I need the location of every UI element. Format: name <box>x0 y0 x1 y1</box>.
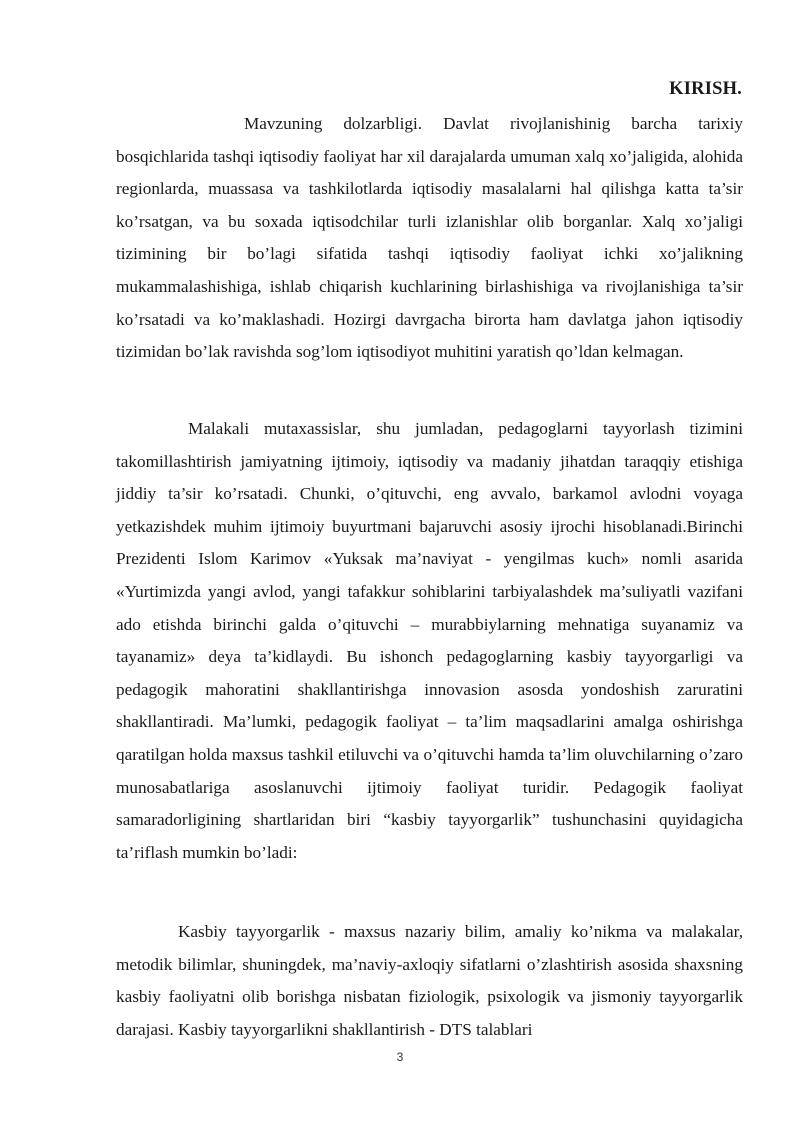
paragraph-pedagogy: Malakali mutaxassislar, shu jumladan, pedagoglarni tayyorlash tizimini takomillashtirish jamiyatning ijtimoiy, iqtisodiy va madaniy jihatdan taraqqiy etishiga jiddiy ta’sir ko’rsatadi. Chunki, o’qituvchi, eng avvalo, barkamol avlodni voyaga yetkazishdek muhim ijtimoiy buyurtmani bajaruvchi asosiy ijrochi hisoblanadi.Birinchi Prezidenti Islom Karimov «Yuksak ma’naviyat - yengilmas kuch» nomli asarida «Yurtimizda yangi avlod, yangi tafakkur sohiblarini tarbiyalashdek ma’suliyatli vazifani ado etishda birinchi galda o’qituvchi – murabbiylarning mehnatiga suyanamiz va tayanamiz» deya ta’kidlaydi. Bu ishonch pedagoglarning kasbiy tayyorgarligi va pedagogik mahoratini shakllantirishga innovasion asosda yondoshish zaruratini shakllantiradi. Ma’lumki, pedagogik faoliyat – ta’lim maqsadlarini amalga oshirishga qaratilgan holda maxsus tashkil etiluvchi va o’qituvchi hamda ta’lim oluvchilarning o’zaro munosabatlariga asoslanuvchi ijtimoiy faoliyat turidir. Pedagogik faoliyat samaradorligining shartlaridan biri “kasbiy tayyorgarlik” tushunchasini quyidagicha ta’riflash mumkin bo’ladi: <box>116 419 743 862</box>
paragraph-professional-training: Kasbiy tayyorgarlik - maxsus nazariy bilim, amaliy ko’nikma va malakalar, metodik bilimlar, shuningdek, ma’naviy-axloqiy sifatlarni o’zlashtirish asosida shaxsning kasbiy faoliyatni olib borishga nisbatan fiziologik, psixologik va jismoniy tayyorgarlik darajasi. Kasbiy tayyorgarlikni shakllantirish - DTS talablari <box>116 922 743 1039</box>
paragraph-relevance: Mavzuning dolzarbligi. Davlat rivojlanishinig barcha tarixiy bosqichlarida tashqi iqtisodiy faoliyat har xil darajalarda umuman xalq xo’jaligida, alohida regionlarda, muassasa va tashkilotlarda iqtisodiy masalalarni hal qilishga katta ta’sir ko’rsatgan, va bu soxada iqtisodchilar turli izlanishlar olib borganlar. Xalq xo’jaligi tizimining bir bo’lagi sifatida tashqi iqtisodiy faoliyat ichki xo’jalikning mukammalashishiga, ishlab chiqarish kuchlarining birlashishiga va rivojlanishiga ta’sir ko’rsatadi va ko’maklashadi. Hozirgi davrgacha birorta ham davlatga jahon iqtisodiy tizimidan bo’lak ravishda sog’lom iqtisodiyot muhitini yaratish qo’ldan kelmagan. <box>116 114 743 362</box>
page-number: 3 <box>396 1050 404 1064</box>
section-heading: KIRISH. <box>669 79 742 99</box>
section-heading-text: KIRISH <box>669 79 738 99</box>
